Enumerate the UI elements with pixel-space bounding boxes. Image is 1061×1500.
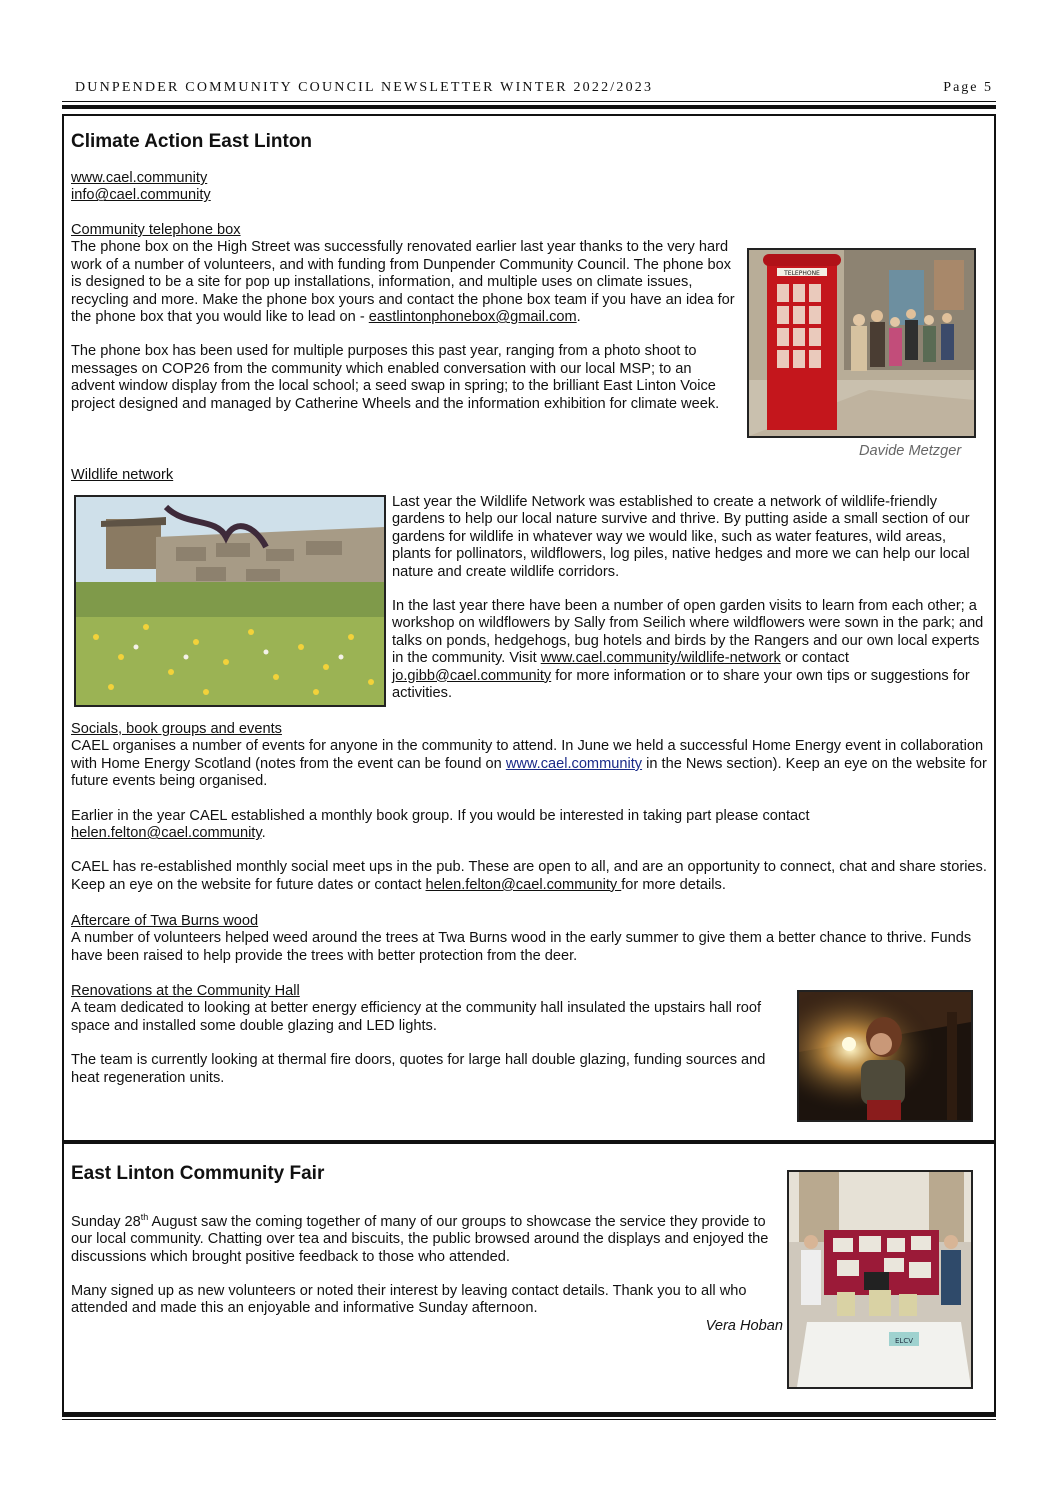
cael-title: Climate Action East Linton <box>71 131 313 152</box>
aftercare-heading: Aftercare of Twa Burns wood <box>71 913 259 929</box>
phonebox-sign: TELEPHONE <box>784 270 820 277</box>
phonebox-heading: Community telephone box <box>71 222 241 238</box>
phonebox-photo <box>747 248 976 438</box>
phonebox-section <box>71 222 735 413</box>
wildflower-illustration <box>76 497 384 705</box>
fair-table-label: ELCV <box>895 1337 913 1345</box>
newsletter-title: DUNPENDER COMMUNITY COUNCIL NEWSLETTER WINTER 2022/2023 <box>75 80 654 95</box>
community-fair-photo <box>787 1170 973 1389</box>
hall-paragraph-2: The team is currently looking at thermal fire doors, quotes for large hall double glazing, funding sources and heat regeneration units. <box>71 1052 766 1086</box>
socials-p3-text-b: for more details. <box>621 876 726 893</box>
fair-author: Vera Hoban <box>705 1317 783 1334</box>
socials-heading: Socials, book groups and events <box>71 721 282 737</box>
fair-title: East Linton Community Fair <box>71 1163 325 1184</box>
socials-paragraph-3 <box>71 859 989 894</box>
socials-p3-text-a: CAEL has re-established monthly social meet ups in the pub. These are open to all, and are an opportunity to connect, chat and share stories. Keep an eye on the website for future dates or contact <box>71 859 987 893</box>
phonebox-p1-end: . <box>576 309 581 326</box>
socials-paragraph-1 <box>71 738 989 790</box>
newsletter-header <box>75 80 993 96</box>
phonebox-paragraph-2: The phone box has been used for multiple purposes this past year, ranging from a photo shoot to messages on COP26 from the community which enabled conversation with our local MSP; to an advent window display from the local school; a seed swap in spring; to the brilliant East Linton Voice project designed and managed by Catherine Wheels and the information exhibition for climate week. <box>71 343 720 412</box>
wildflower-photo <box>74 495 386 707</box>
cael-contacts <box>71 170 211 205</box>
fair-paragraph-2: Many signed up as new volunteers or noted their interest by leaving contact details. Thank you to all who attended and made this an enjoyable and informative Sunday afternoon. <box>71 1283 747 1317</box>
phonebox-email-link[interactable]: eastlintonphonebox@gmail.com <box>368 309 577 326</box>
cael-news-link[interactable]: www.cael.community <box>505 755 643 772</box>
phonebox-paragraph-1 <box>71 239 735 326</box>
wildlife-p2-text-a: In the last year there have been a number of open garden visits to learn from each other; a workshop on wildflowers by Sally from Seilich where wildflowers were sown in the park; and talks on ponds, hedgehogs, bug hotels and birds by the Rangers and our own local experts in the community. Visit <box>392 598 984 667</box>
socials-p1-text-b: in the News section). Keep an eye on the website for future events being organised. <box>71 755 987 790</box>
wildlife-network-link[interactable]: www.cael.community/wildlife-network <box>540 650 781 667</box>
phonebox-photo-credit: Davide Metzger <box>859 443 962 459</box>
loft-insulation-photo <box>797 990 973 1122</box>
header-rule-thin <box>62 101 996 102</box>
wildlife-text <box>392 494 988 702</box>
socials-paragraph-2 <box>71 808 989 843</box>
fair-p1-text-b: August saw the coming together of many of our groups to showcase the service they provide to our local community. Chatting over tea and biscuits, the public browsed around the displays and enjoyed the discussions which brought positive feedback to those who attended. <box>71 1213 769 1265</box>
helen-felton-email-link-1[interactable]: helen.felton@cael.community <box>71 825 262 842</box>
fair-date-suffix: th <box>140 1212 149 1222</box>
cael-website-link[interactable]: www.cael.community <box>71 170 208 186</box>
socials-p2-text-b: . <box>261 825 266 842</box>
aftercare-paragraph: A number of volunteers helped weed around the trees at Twa Burns wood in the early summer to give them a better chance to thrive. Funds have been raised to help provide the trees with better protection from the deer. <box>71 930 972 964</box>
fair-illustration <box>789 1172 971 1387</box>
socials-p1-text-a: CAEL organises a number of events for anyone in the community to attend. In June we held a successful Home Energy event in collaboration with Home Energy Scotland (notes from the event can be found on <box>71 738 984 772</box>
wildlife-heading: Wildlife network <box>71 467 174 483</box>
loft-illustration <box>799 992 971 1120</box>
wildlife-heading-wrap <box>71 467 173 484</box>
footer-rule-thin <box>62 1419 996 1420</box>
wildlife-paragraph-2 <box>392 598 988 702</box>
hall-heading: Renovations at the Community Hall <box>71 983 300 999</box>
wildlife-paragraph-1: Last year the Wildlife Network was established to create a network of wildlife-friendly gardens to help our local nature survive and thrive. By putting aside a small section of our gardens for wildlife in whatever way we would like, such as water features, wild areas, plants for pollinators, wildflowers, log piles, native hedges and more we can help our local nature and create wildlife corridors. <box>392 494 970 580</box>
fair-text <box>71 1209 783 1335</box>
socials-section <box>71 721 989 894</box>
fair-paragraph-1 <box>71 1209 783 1266</box>
socials-p2-text-a: Earlier in the year CAEL established a monthly book group. If you would be interested in taking part please contact <box>71 807 810 824</box>
cael-email-link[interactable]: info@cael.community <box>71 187 211 204</box>
hall-section <box>71 983 783 1087</box>
hall-paragraph-1: A team dedicated to looking at better energy efficiency at the community hall insulated the upstairs hall roof space and installed some double glazing and LED lights. <box>71 1000 762 1034</box>
phonebox-illustration <box>749 250 974 436</box>
helen-felton-email-link-2[interactable]: helen.felton@cael.community <box>425 876 622 893</box>
fair-p1-text-a: Sunday 28 <box>71 1213 141 1230</box>
header-rule-thick <box>62 105 996 109</box>
wildlife-p2-text-b: or contact <box>780 650 849 667</box>
footer-rule-thick <box>62 1413 996 1417</box>
phonebox-p1-text: The phone box on the High Street was successfully renovated earlier last year thanks to the very hard work of a number of volunteers, and with funding from Dunpender Community Council. The phone box is designed to be a site for pop up installations, information, and multiple uses on climate issues, recycling and more. Make the phone box yours and contact the phone box team if you have an idea for the phone box that you would like to lead on - <box>71 239 735 326</box>
aftercare-section <box>71 913 989 965</box>
wildlife-p2-text-c: for more information or to share your own tips or suggestions for activities. <box>392 667 970 702</box>
page-number: Page 5 <box>943 80 993 95</box>
jo-gibb-email-link[interactable]: jo.gibb@cael.community <box>392 667 552 684</box>
